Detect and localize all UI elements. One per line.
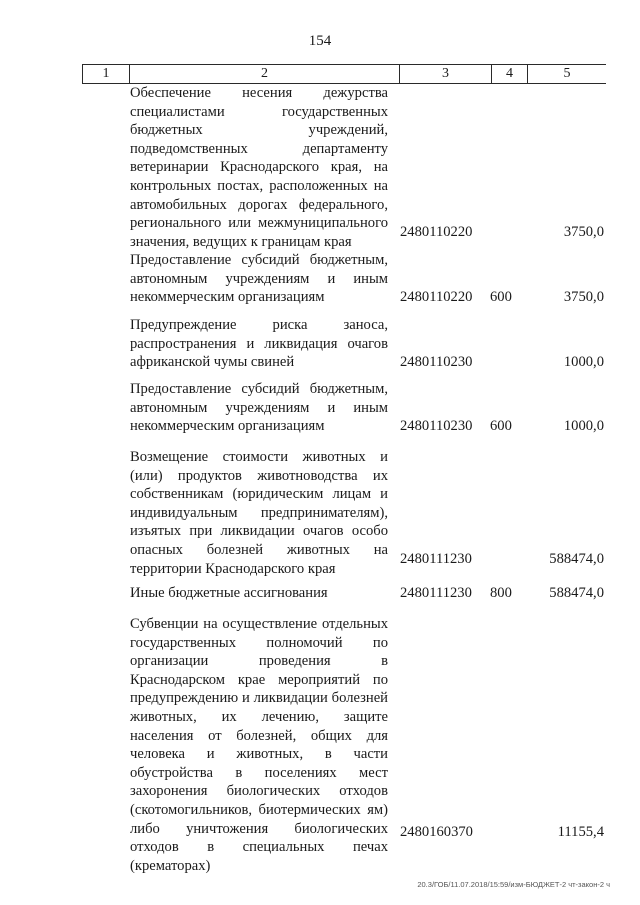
header-col-3: 3	[400, 65, 492, 83]
row-description: Субвенции на осуществление отдельных государственных полномочий по организации проведения в Краснодарском крае мероприятий по предупреждению и ликвидации болезней животных, их лечению, защите населения от болезней, общих для человека и животных, в части обустройства в поселениях мест захоронения биологических отходов (скотомогильников, биотермических ям) либо уничтожения биологических отходов в специальных печах (крематорах)	[130, 616, 388, 874]
table-header-row	[82, 64, 606, 84]
row-code: 2480110220	[400, 224, 473, 240]
row-amount: 3750,0	[563, 289, 604, 305]
header-col-5: 5	[563, 66, 571, 81]
row-amount: 11155,4	[557, 824, 604, 840]
row-description: Предоставление субсидий бюджетным, автономным учреждениям и иным некоммерческим организациям	[130, 252, 388, 306]
row-type: 800	[490, 585, 512, 601]
row-description: Предупреждение риска заноса, распространения и ликвидация очагов африканской чумы свиней	[130, 317, 388, 371]
row-amount: 588474,0	[549, 551, 604, 567]
row-code: 2480110220	[400, 289, 473, 305]
row-code: 2480111230	[400, 585, 472, 601]
header-col-2: 2	[130, 65, 400, 83]
row-code: 2480111230	[400, 551, 472, 567]
row-amount: 3750,0	[563, 224, 604, 240]
page-number: 154	[308, 33, 332, 49]
row-amount: 588474,0	[549, 585, 604, 601]
row-description: Предоставление субсидий бюджетным, автономным учреждениям и иным некоммерческим организациям	[130, 381, 388, 435]
row-type: 600	[490, 418, 512, 434]
row-type: 600	[490, 289, 512, 305]
header-col-4: 4	[492, 65, 528, 83]
row-amount: 1000,0	[563, 418, 604, 434]
row-description: Иные бюджетные ассигнования	[130, 585, 328, 601]
header-col-1: 1	[82, 65, 130, 83]
row-description: Обеспечение несения дежурства специалистами государственных бюджетных учреждений, подведомственных департаменту ветеринарии Краснодарского края, на контрольных постах, расположенных на автомобильных дорогах федерального, регионального или межмуниципального значения, ведущих к границам края	[130, 85, 388, 250]
row-amount: 1000,0	[563, 354, 604, 370]
row-description: Возмещение стоимости животных и (или) продуктов животноводства их собственникам (юридическим лицам и индивидуальным предпринимателям), изъятых при ликвидации очагов особо опасных болезней животных на территории Краснодарского края	[130, 449, 388, 577]
row-code: 2480160370	[400, 824, 473, 840]
row-code: 2480110230	[400, 418, 473, 434]
footer-stamp: 20.3/ГОБ/11.07.2018/15:59/изм-БЮДЖЕТ-2 чт-закон-2 ч	[417, 880, 610, 889]
row-code: 2480110230	[400, 354, 473, 370]
